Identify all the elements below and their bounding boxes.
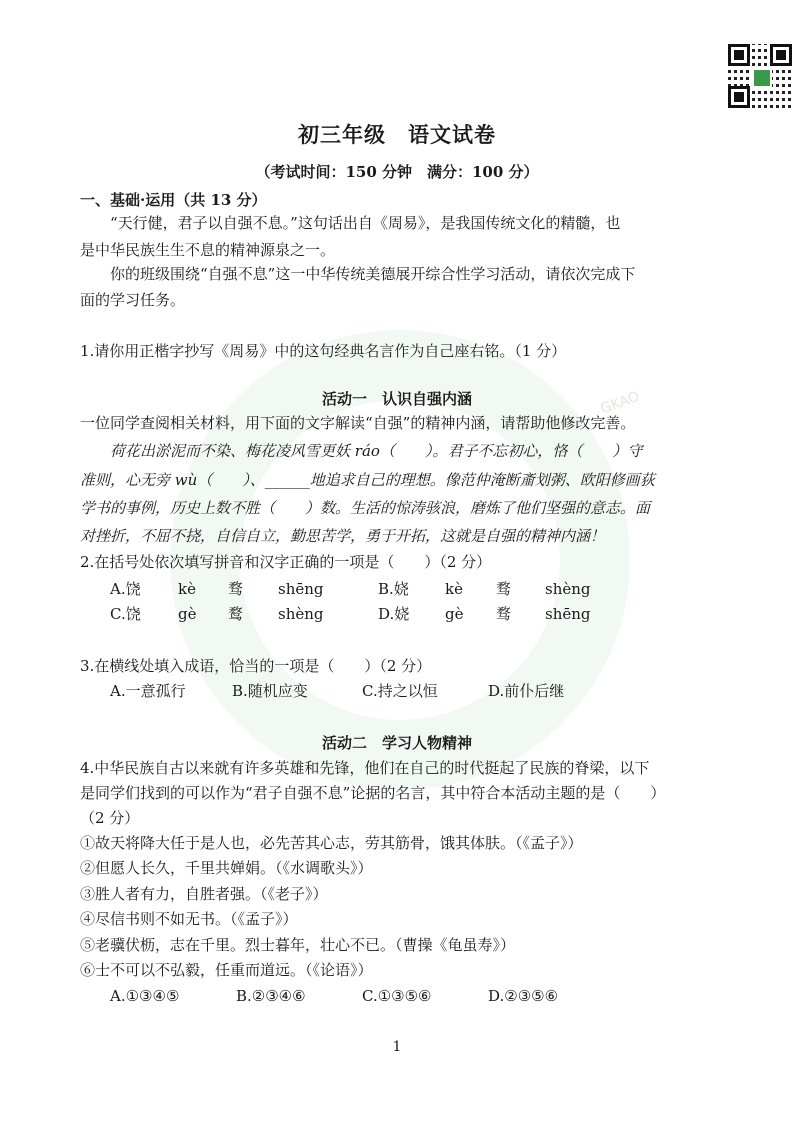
q2-option-b-pinyin: kè bbox=[445, 580, 463, 598]
q4-option-c: C.①③⑤⑥ bbox=[362, 987, 432, 1005]
quote-item: ⑤老骥伏枥，志在千里。烈士暮年，壮心不已。（曹操《龟虽寿》） bbox=[80, 936, 516, 954]
page-number: 1 bbox=[392, 1039, 402, 1055]
q2-option-d-char: 骛 bbox=[496, 605, 512, 623]
q2-option-d-pinyin2: shēng bbox=[545, 605, 591, 623]
q2-option-c-pinyin2: shèng bbox=[278, 605, 324, 623]
q2-option-b-char: 骛 bbox=[496, 580, 512, 598]
q2-option-a-pinyin: kè bbox=[178, 580, 196, 598]
question-3: 3.在横线处填入成语，恰当的一项是（ ）（2 分） bbox=[80, 657, 432, 675]
activity-2-heading: 活动二 学习人物精神 bbox=[321, 734, 472, 752]
passage-line: 学书的事例，历史上数不胜（ ）数。生活的惊涛骇浪，磨炼了他们坚强的意志。面 bbox=[80, 499, 651, 517]
activity-1-instruction: 一位同学查阅相关材料，用下面的文字解读“自强”的精神内涵，请帮助他修改完善。 bbox=[80, 414, 636, 432]
question-2: 2.在括号处依次填写拼音和汉字正确的一项是（ ）（2 分） bbox=[80, 553, 492, 571]
exam-title: 初三年级 语文试卷 bbox=[298, 122, 496, 147]
q2-option-d-label: D.娆 bbox=[378, 605, 410, 623]
exam-subtitle: （考试时间：150 分钟 满分：100 分） bbox=[255, 163, 539, 181]
question-1: 1.请你用正楷字抄写《周易》中的这句经典名言作为自己座右铭。（1 分） bbox=[80, 342, 567, 360]
q3-option-c: C.持之以恒 bbox=[362, 682, 438, 700]
watermark-text: GKAO bbox=[598, 388, 642, 418]
quote-item: ⑥士不可以不弘毅，任重而道远。（《论语》） bbox=[80, 961, 373, 979]
quote-item: ①故天将降大任于是人也，必先苦其心志，劳其筋骨，饿其体肤。（《孟子》） bbox=[80, 834, 583, 852]
q2-option-a-char: 骛 bbox=[228, 580, 244, 598]
passage-line: 准则，心无旁 wù（ ）、______地追求自己的理想。像范仲淹断齑划粥、欧阳修画荻 bbox=[80, 471, 655, 489]
q2-option-c-char: 鹜 bbox=[228, 605, 244, 623]
qr-finder-pattern bbox=[728, 86, 750, 108]
qr-logo-icon bbox=[752, 68, 772, 88]
q2-option-a-pinyin2: shēng bbox=[278, 580, 324, 598]
q2-option-d-pinyin: gè bbox=[445, 605, 464, 623]
q3-option-d: D.前仆后继 bbox=[488, 682, 565, 700]
qr-code bbox=[726, 42, 794, 110]
passage-line: 荷花出淤泥而不染、梅花凌风雪更妖 ráo（ ）。君子不忘初心，恪（ ）守 bbox=[110, 442, 643, 460]
activity-1-heading: 活动一 认识自强内涵 bbox=[321, 390, 472, 408]
intro-paragraph-line: 面的学习任务。 bbox=[80, 291, 186, 309]
q4-option-d: D.②③⑤⑥ bbox=[488, 987, 559, 1005]
intro-paragraph-line: 是中华民族生生不息的精神源泉之一。 bbox=[80, 241, 336, 259]
q2-option-c-label: C.饶 bbox=[110, 605, 141, 623]
q2-option-b-label: B.娆 bbox=[378, 580, 409, 598]
q4-option-b: B.②③④⑥ bbox=[236, 987, 306, 1005]
q2-option-c-pinyin: gè bbox=[178, 605, 197, 623]
qr-finder-pattern bbox=[728, 44, 750, 66]
intro-paragraph-line: “天行健，君子以自强不息。”这句话出自《周易》，是我国传统文化的精髓，也 bbox=[110, 214, 621, 232]
quote-item: ④尽信书则不如无书。（《孟子》） bbox=[80, 910, 298, 928]
question-4-line: （2 分） bbox=[80, 809, 140, 827]
q2-option-a-label: A.饶 bbox=[110, 580, 141, 598]
question-4-line: 是同学们找到的可以作为“君子自强不息”论据的名言，其中符合本活动主题的是（ ） bbox=[80, 784, 666, 802]
q3-option-a: A.一意孤行 bbox=[110, 682, 186, 700]
section-heading: 一、基础·运用（共 13 分） bbox=[80, 191, 267, 209]
quote-item: ③胜人者有力，自胜者强。（《老子》） bbox=[80, 885, 328, 903]
q2-option-b-pinyin2: shèng bbox=[545, 580, 591, 598]
q3-option-b: B.随机应变 bbox=[232, 682, 308, 700]
qr-finder-pattern bbox=[770, 44, 792, 66]
passage-line: 对挫折，不屈不挠，自信自立，勤思苦学，勇于开拓，这就是自强的精神内涵！ bbox=[80, 527, 606, 545]
question-4-line: 4.中华民族自古以来就有许多英雄和先锋，他们在自己的时代挺起了民族的脊梁，以下 bbox=[80, 759, 650, 777]
q4-option-a: A.①③④⑤ bbox=[110, 987, 180, 1005]
quote-item: ②但愿人长久，千里共婵娟。（《水调歌头》） bbox=[80, 859, 373, 877]
intro-paragraph-line: 你的班级围绕“自强不息”这一中华传统美德展开综合性学习活动，请依次完成下 bbox=[110, 265, 636, 283]
